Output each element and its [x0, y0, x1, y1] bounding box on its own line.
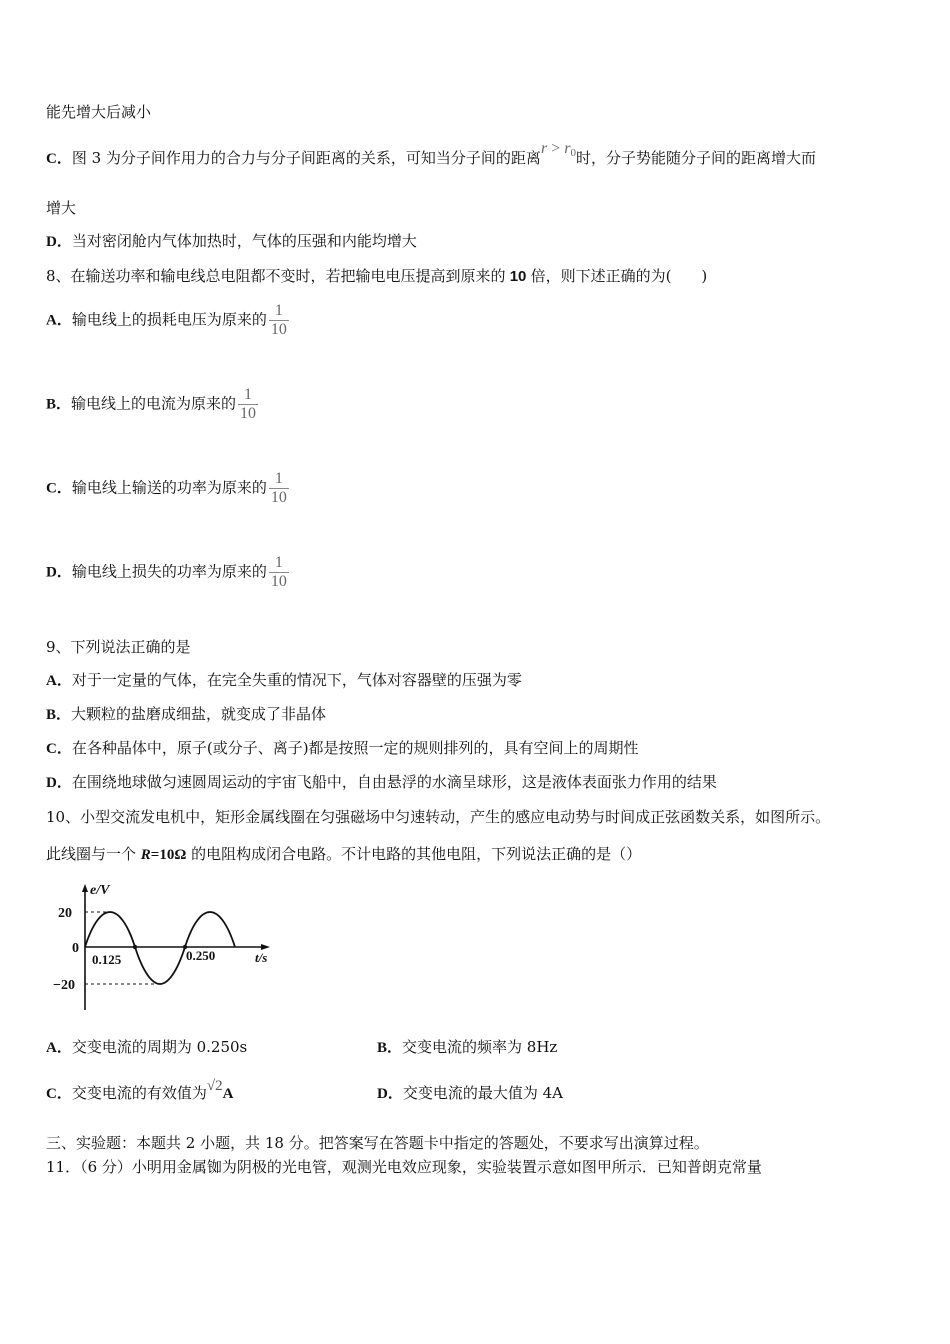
fraction — [269, 554, 289, 591]
option-text-after: 时，分子势能随分子间的距离增大而 — [575, 149, 816, 167]
option-label: C． — [46, 480, 72, 497]
numerator: 1 — [269, 554, 289, 573]
fraction — [269, 302, 289, 339]
math-r0: r — [564, 140, 571, 157]
option-label: A． — [46, 1040, 72, 1056]
x-tick-0250: 0.250 — [186, 948, 216, 963]
option-label: B． — [46, 707, 72, 723]
q9-option-b — [46, 704, 326, 725]
q8-option-a — [46, 302, 289, 339]
y-axis-label: e/V — [90, 883, 110, 898]
y-tick-0: 0 — [72, 941, 79, 956]
numerator: 1 — [269, 302, 289, 321]
fraction — [238, 386, 258, 423]
resistance-value: =10Ω — [150, 847, 187, 863]
option-text: 输电线上损失的功率为原来的 — [71, 562, 267, 581]
unit-ampere: A — [222, 1086, 234, 1102]
numerator: 1 — [269, 470, 289, 489]
q9-option-a — [46, 670, 522, 691]
q7-option-d — [46, 231, 417, 252]
stem-number: 10 — [505, 268, 531, 285]
option-text: 交变电流的频率为 8Hz — [402, 1038, 558, 1056]
q10-option-a — [46, 1037, 247, 1058]
math-op: > — [547, 140, 565, 157]
math-sub: 0 — [570, 147, 576, 159]
option-label: A． — [46, 673, 72, 689]
denominator: 10 — [240, 405, 257, 422]
q8-option-b — [46, 386, 258, 423]
option-label: D． — [46, 234, 72, 250]
q10-option-c — [46, 1078, 234, 1104]
option-text: 对于一定量的气体，在完全失重的情况下，气体对容器壁的压强为零 — [71, 671, 522, 689]
q7-continuation: 能先增大后减小 — [46, 103, 152, 121]
option-label: B． — [377, 1040, 403, 1056]
y-axis-arrow-icon — [82, 884, 88, 892]
option-label: D． — [377, 1086, 403, 1102]
stem-text-after: 的电阻构成闭合电路。不计电路的其他电阻，下列说法正确的是（） — [186, 845, 642, 863]
fraction — [269, 470, 289, 507]
option-text: 在各种晶体中，原子(或分子、离子)都是按照一定的规则排列的，具有空间上的周期性 — [71, 739, 639, 757]
option-text: 输电线上输送的功率为原来的 — [71, 478, 267, 497]
option-label: C． — [46, 1086, 72, 1102]
option-text: 图 3 为分子间作用力的合力与分子间距离的关系，可知当分子间的距离 — [71, 149, 541, 167]
q10-stem-line2 — [46, 844, 641, 865]
q7-option-c — [46, 140, 816, 173]
q10-option-d — [377, 1083, 563, 1104]
option-label: C． — [46, 151, 72, 167]
q10-option-b — [377, 1037, 557, 1058]
stem-text-after: 倍，则下述正确的为( ) — [530, 267, 708, 285]
sqrt-two: √2 — [206, 1078, 223, 1094]
numerator: 1 — [238, 386, 258, 405]
denominator: 10 — [270, 489, 287, 506]
q11-stem: 11．（6 分）小明用金属铷为阴极的光电管，观测光电效应现象，实验装置示意如图甲所示．已知普朗克常量 — [46, 1158, 762, 1176]
q9-option-d — [46, 772, 717, 793]
q10-stem-line1: 10、小型交流发电机中，矩形金属线圈在匀强磁场中匀速转动，产生的感应电动势与时间成正弦函数关系，如图所示。 — [46, 808, 831, 826]
math-r: r — [540, 140, 548, 157]
zero-crossing-dot — [133, 945, 137, 949]
y-tick-20: 20 — [58, 906, 72, 921]
q7-option-c-continuation: 增大 — [46, 199, 77, 217]
y-tick-neg20: −20 — [53, 978, 75, 993]
option-text: 交变电流的有效值为 — [71, 1084, 207, 1102]
resistance-symbol: R — [140, 847, 151, 863]
option-text: 交变电流的周期为 0.250s — [71, 1038, 248, 1056]
x-axis-label: t/s — [255, 950, 268, 965]
option-text: 在围绕地球做匀速圆周运动的宇宙飞船中，自由悬浮的水滴呈球形，这是液体表面张力作用的结果 — [71, 773, 717, 791]
option-text: 大颗粒的盐磨成细盐，就变成了非晶体 — [71, 705, 327, 723]
option-text: 输电线上的电流为原来的 — [71, 394, 237, 413]
x-tick-0125: 0.125 — [92, 952, 122, 967]
emf-time-chart — [50, 882, 280, 1017]
q8-stem — [46, 266, 707, 287]
q8-option-c — [46, 470, 289, 507]
option-label: C． — [46, 741, 72, 757]
option-label: B． — [46, 396, 72, 413]
option-text: 当对密闭舱内气体加热时，气体的压强和内能均增大 — [71, 232, 417, 250]
option-label: D． — [46, 775, 72, 791]
option-text: 交变电流的最大值为 4A — [402, 1084, 563, 1102]
stem-text: 此线圈与一个 — [46, 845, 141, 863]
section3-heading: 三、实验题：本题共 2 小题，共 18 分。把答案写在答题卡中指定的答题处，不要求写出演算过程。 — [46, 1134, 709, 1152]
q9-option-c — [46, 738, 639, 759]
denominator: 10 — [270, 573, 287, 590]
q9-stem: 9、下列说法正确的是 — [46, 638, 191, 656]
option-text: 输电线上的损耗电压为原来的 — [71, 310, 267, 329]
q8-option-d — [46, 554, 289, 591]
stem-text: 8、在输送功率和输电线总电阻都不变时，若把输电电压提高到原来的 — [46, 267, 506, 285]
option-label: A． — [46, 312, 72, 329]
option-label: D． — [46, 564, 72, 581]
denominator: 10 — [270, 321, 287, 338]
inequality-formula — [541, 140, 576, 157]
